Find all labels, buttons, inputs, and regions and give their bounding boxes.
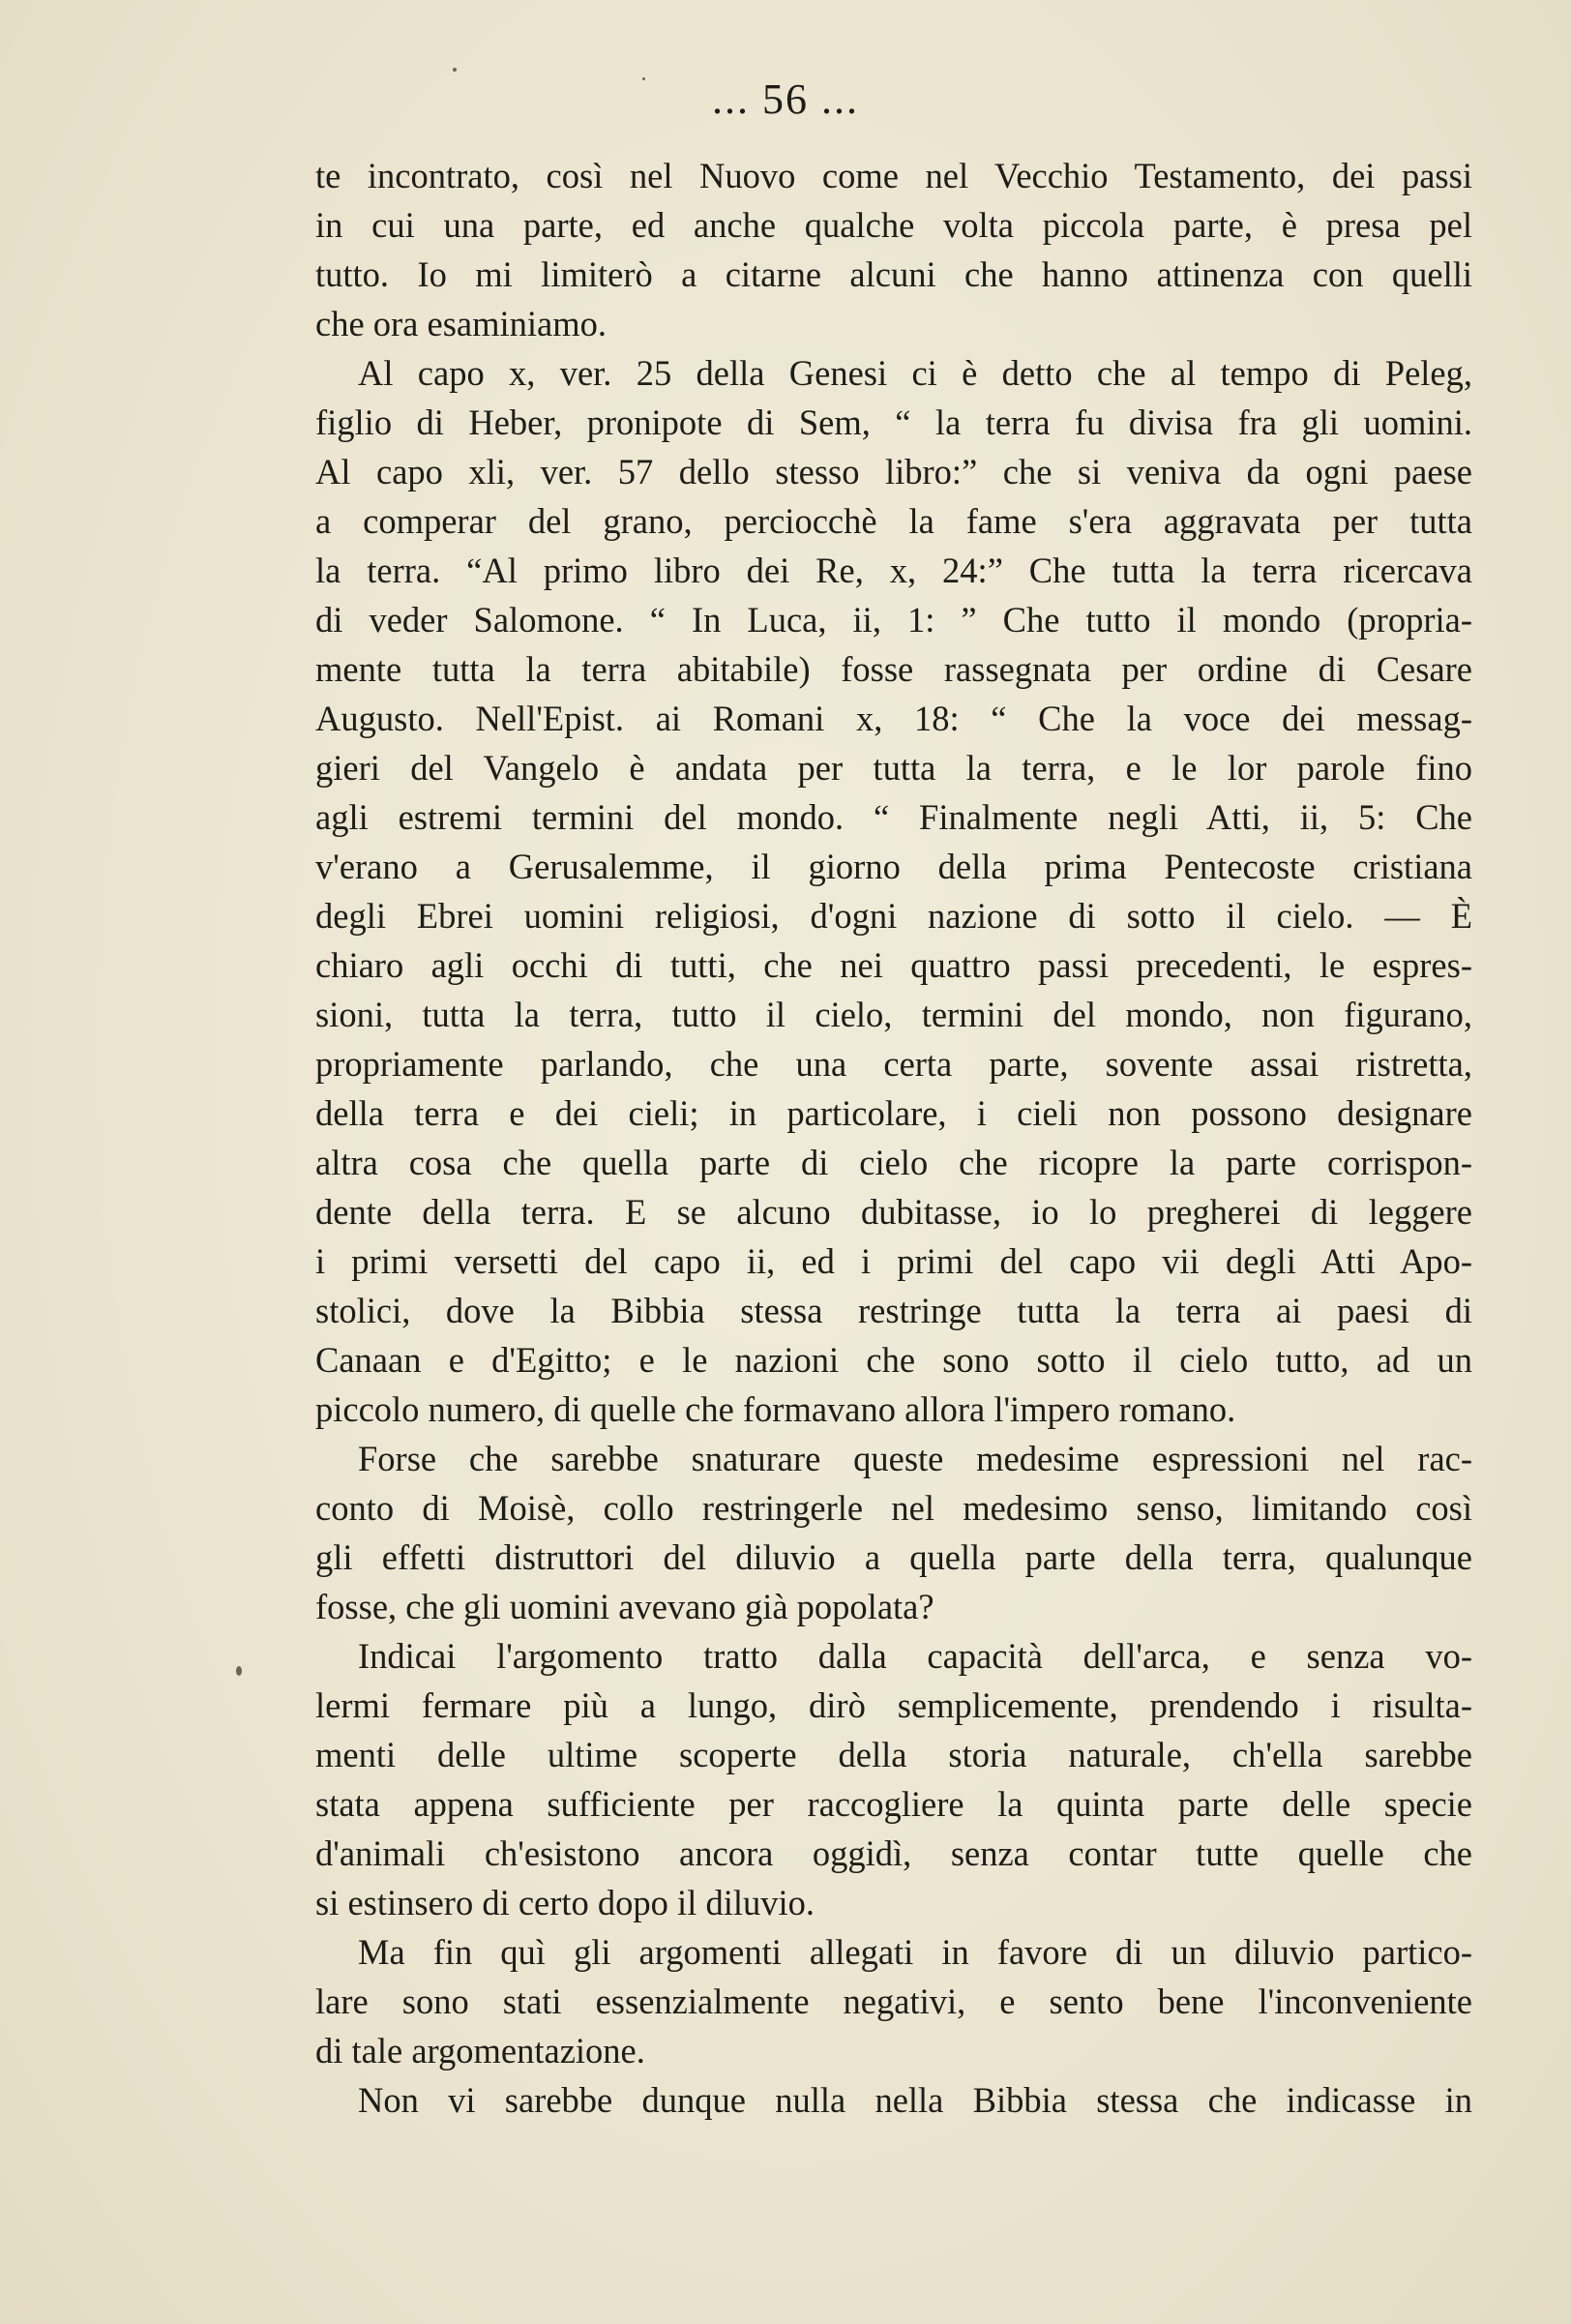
text-line: Canaan e d'Egitto; e le nazioni che sono sotto il cielo tutto, ad un <box>315 1340 1472 1380</box>
text-line: sioni, tutta la terra, tutto il cielo, termini del mondo, non figurano, <box>315 995 1472 1034</box>
text-line: stolici, dove la Bibbia stessa restringe tutta la terra ai paesi di <box>315 1291 1472 1330</box>
page-number: ... 56 ... <box>712 75 859 123</box>
text-line: Ma fin quì gli argomenti allegati in favore di un diluvio partico- <box>358 1932 1472 1972</box>
text-line: v'erano a Gerusalemme, il giorno della prima Pentecoste cristiana <box>315 847 1472 886</box>
text-line: lare sono stati essenzialmente negativi, e sento bene l'inconveniente <box>315 1981 1472 2021</box>
text-line: altra cosa che quella parte di cielo che ricopre la parte corrispon- <box>315 1143 1472 1182</box>
text-line: lermi fermare più a lungo, dirò semplicemente, prendendo i risulta- <box>315 1685 1472 1725</box>
text-line: fosse, che gli uomini avevano già popolata? <box>315 1587 934 1626</box>
text-line: d'animali ch'esistono ancora oggidì, senza contar tutte quelle che <box>315 1833 1472 1873</box>
text-line: Forse che sarebbe snaturare queste medesime espressioni nel rac- <box>358 1439 1472 1478</box>
text-line: Al capo x, ver. 25 della Genesi ci è detto che al tempo di Peleg, <box>358 353 1472 393</box>
text-line: di veder Salomone. “ In Luca, ii, 1: ” Che tutto il mondo (propria- <box>315 600 1472 640</box>
text-line: figlio di Heber, pronipote di Sem, “ la terra fu divisa fra gli uomini. <box>315 402 1472 442</box>
text-line: i primi versetti del capo ii, ed i primi del capo vii degli Atti Apo- <box>315 1241 1472 1281</box>
text-line: piccolo numero, di quelle che formavano allora l'impero romano. <box>315 1389 1236 1429</box>
text-line: della terra e dei cieli; in particolare, i cieli non possono designare <box>315 1093 1472 1133</box>
text-line: conto di Moisè, collo restringerle nel medesimo senso, limitando così <box>315 1488 1472 1528</box>
text-line: a comperar del grano, perciocchè la fame s'era aggravata per tutta <box>315 501 1472 541</box>
text-line: tutto. Io mi limiterò a citarne alcuni che hanno attinenza con quelli <box>315 254 1472 294</box>
text-line: gieri del Vangelo è andata per tutta la terra, e le lor parole fino <box>315 748 1472 788</box>
text-line: Al capo xli, ver. 57 dello stesso libro:” che si veniva da ogni paese <box>315 452 1472 492</box>
paper-speck <box>236 1666 242 1676</box>
text-line: chiaro agli occhi di tutti, che nei quattro passi precedenti, le espres- <box>315 945 1472 985</box>
paper-speck <box>642 77 645 80</box>
paper-speck <box>453 68 457 72</box>
text-line: Indicai l'argomento tratto dalla capacità dell'arca, e senza vo- <box>358 1636 1472 1676</box>
body-text <box>315 151 1472 2125</box>
text-line: degli Ebrei uomini religiosi, d'ogni nazione di sotto il cielo. — È <box>315 896 1472 936</box>
text-line: che ora esaminiamo. <box>315 304 608 343</box>
text-line: propriamente parlando, che una certa parte, sovente assai ristretta, <box>315 1044 1472 1084</box>
text-line: si estinsero di certo dopo il diluvio. <box>315 1883 815 1922</box>
text-line: te incontrato, così nel Nuovo come nel Vecchio Testamento, dei passi <box>315 156 1472 195</box>
text-line: gli effetti distruttori del diluvio a quella parte della terra, qualunque <box>315 1537 1472 1577</box>
text-line: dente della terra. E se alcuno dubitasse, io lo pregherei di leggere <box>315 1192 1472 1232</box>
text-line: di tale argomentazione. <box>315 2031 645 2071</box>
text-line: Augusto. Nell'Epist. ai Romani x, 18: “ Che la voce dei messag- <box>315 699 1472 738</box>
text-line: mente tutta la terra abitabile) fosse rassegnata per ordine di Cesare <box>315 649 1472 689</box>
text-line: in cui una parte, ed anche qualche volta piccola parte, è presa pel <box>315 205 1472 245</box>
text-line: Non vi sarebbe dunque nulla nella Bibbia stessa che indicasse in <box>358 2080 1472 2120</box>
text-line: stata appena sufficiente per raccogliere la quinta parte delle specie <box>315 1784 1472 1824</box>
text-line: menti delle ultime scoperte della storia naturale, ch'ella sarebbe <box>315 1735 1472 1774</box>
text-line: agli estremi termini del mondo. “ Finalmente negli Atti, ii, 5: Che <box>315 797 1472 837</box>
text-line: la terra. “Al primo libro dei Re, x, 24:” Che tutta la terra ricercava <box>315 551 1472 590</box>
